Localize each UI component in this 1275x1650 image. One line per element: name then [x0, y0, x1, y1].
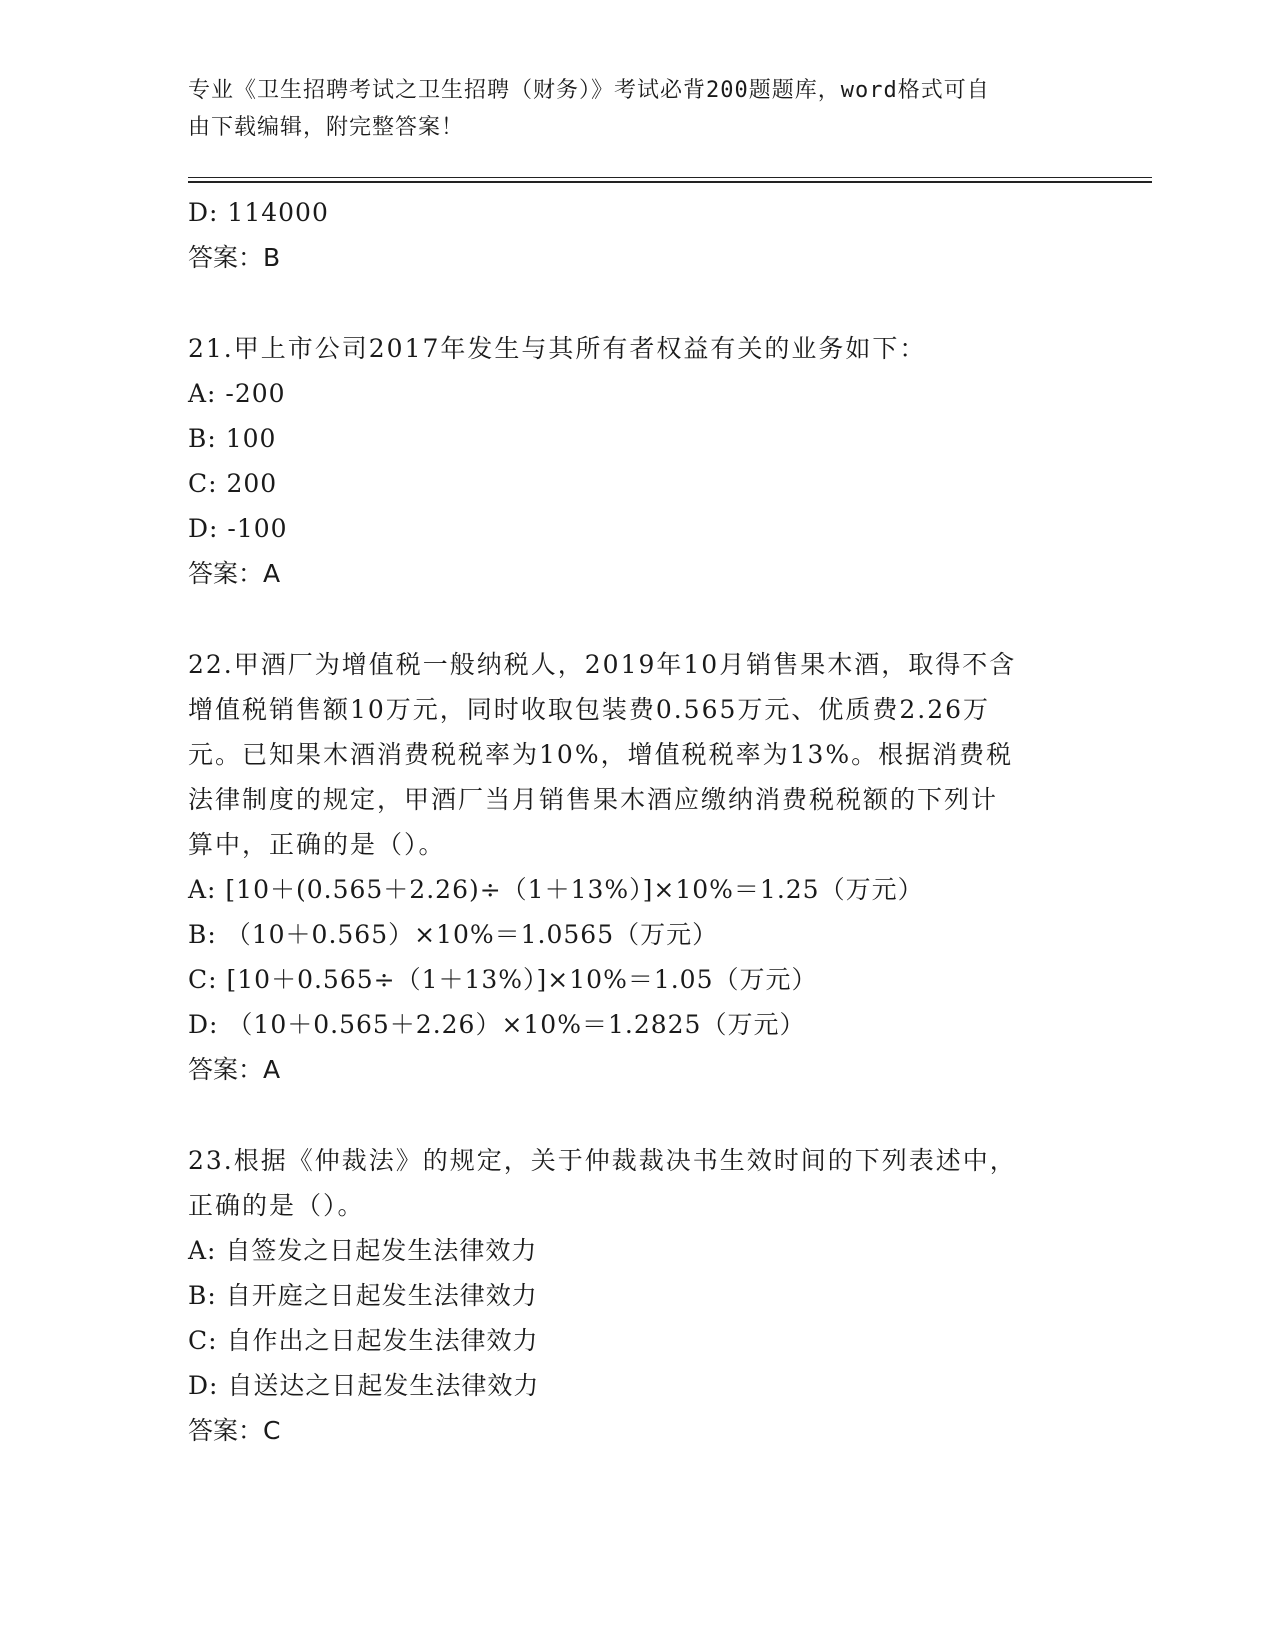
question-text-line: 元。已知果木酒消费税税率为10%，增值税税率为13%。根据消费税: [188, 740, 1014, 769]
question-text-line: 21.甲上市公司2017年发生与其所有者权益有关的业务如下：: [188, 334, 927, 363]
spacer: [188, 1093, 1088, 1138]
spacer: [188, 597, 1088, 642]
question-text-line: 增值税销售额10万元，同时收取包装费0.565万元、优质费2.26万: [188, 695, 991, 724]
answer-label: 答案：A: [188, 1055, 281, 1084]
question-text-line: 正确的是（）。: [188, 1191, 365, 1220]
question-23: [188, 1138, 1088, 1454]
header-title-line-1: 专业《卫生招聘考试之卫生招聘（财务）》考试必背200题题库，word格式可自: [188, 78, 990, 103]
question-text: [188, 642, 1088, 867]
question-text-line: 算中，正确的是（）。: [188, 830, 446, 859]
question-text-line: 法律制度的规定，甲酒厂当月销售果木酒应缴纳消费税税额的下列计: [188, 785, 999, 814]
option-d: D: -100: [188, 514, 288, 543]
option-a: A: -200: [188, 379, 286, 408]
header-divider-thick: [188, 181, 1152, 183]
question-21: [188, 326, 1088, 597]
option-d: D: 自送达之日起发生法律效力: [188, 1371, 540, 1400]
option-b: B: 自开庭之日起发生法律效力: [188, 1281, 538, 1310]
option-d: D: 114000: [188, 198, 329, 227]
question-text: [188, 326, 1088, 371]
question-22: [188, 642, 1088, 1093]
option-a: A: 自签发之日起发生法律效力: [188, 1236, 538, 1265]
option-b: B: 100: [188, 424, 277, 453]
answer-label: 答案：A: [188, 559, 281, 588]
question-text-line: 23.根据《仲裁法》的规定，关于仲裁裁决书生效时间的下列表述中，: [188, 1146, 1017, 1175]
header-divider-thin: [188, 177, 1152, 178]
option-c: C: [10＋0.565÷（1＋13%）]×10%＝1.05（万元）: [188, 965, 818, 994]
question-list: [188, 190, 1088, 1454]
document-header: [188, 72, 1068, 146]
spacer: [188, 281, 1088, 326]
option-b: B: （10＋0.565）×10%＝1.0565（万元）: [188, 920, 719, 949]
option-c: C: 自作出之日起发生法律效力: [188, 1326, 539, 1355]
option-a: A: [10＋(0.565＋2.26)÷（1＋13%）]×10%＝1.25（万元）: [188, 875, 924, 904]
option-c: C: 200: [188, 469, 278, 498]
question-text: [188, 1138, 1088, 1228]
option-d: D: （10＋0.565＋2.26）×10%＝1.2825（万元）: [188, 1010, 806, 1039]
answer-label: 答案：C: [188, 1416, 281, 1445]
answer-label: 答案：B: [188, 243, 281, 272]
question-text-line: 22.甲酒厂为增值税一般纳税人，2019年10月销售果木酒，取得不含: [188, 650, 1017, 679]
header-title-line-2: 由下载编辑，附完整答案！: [188, 115, 465, 140]
